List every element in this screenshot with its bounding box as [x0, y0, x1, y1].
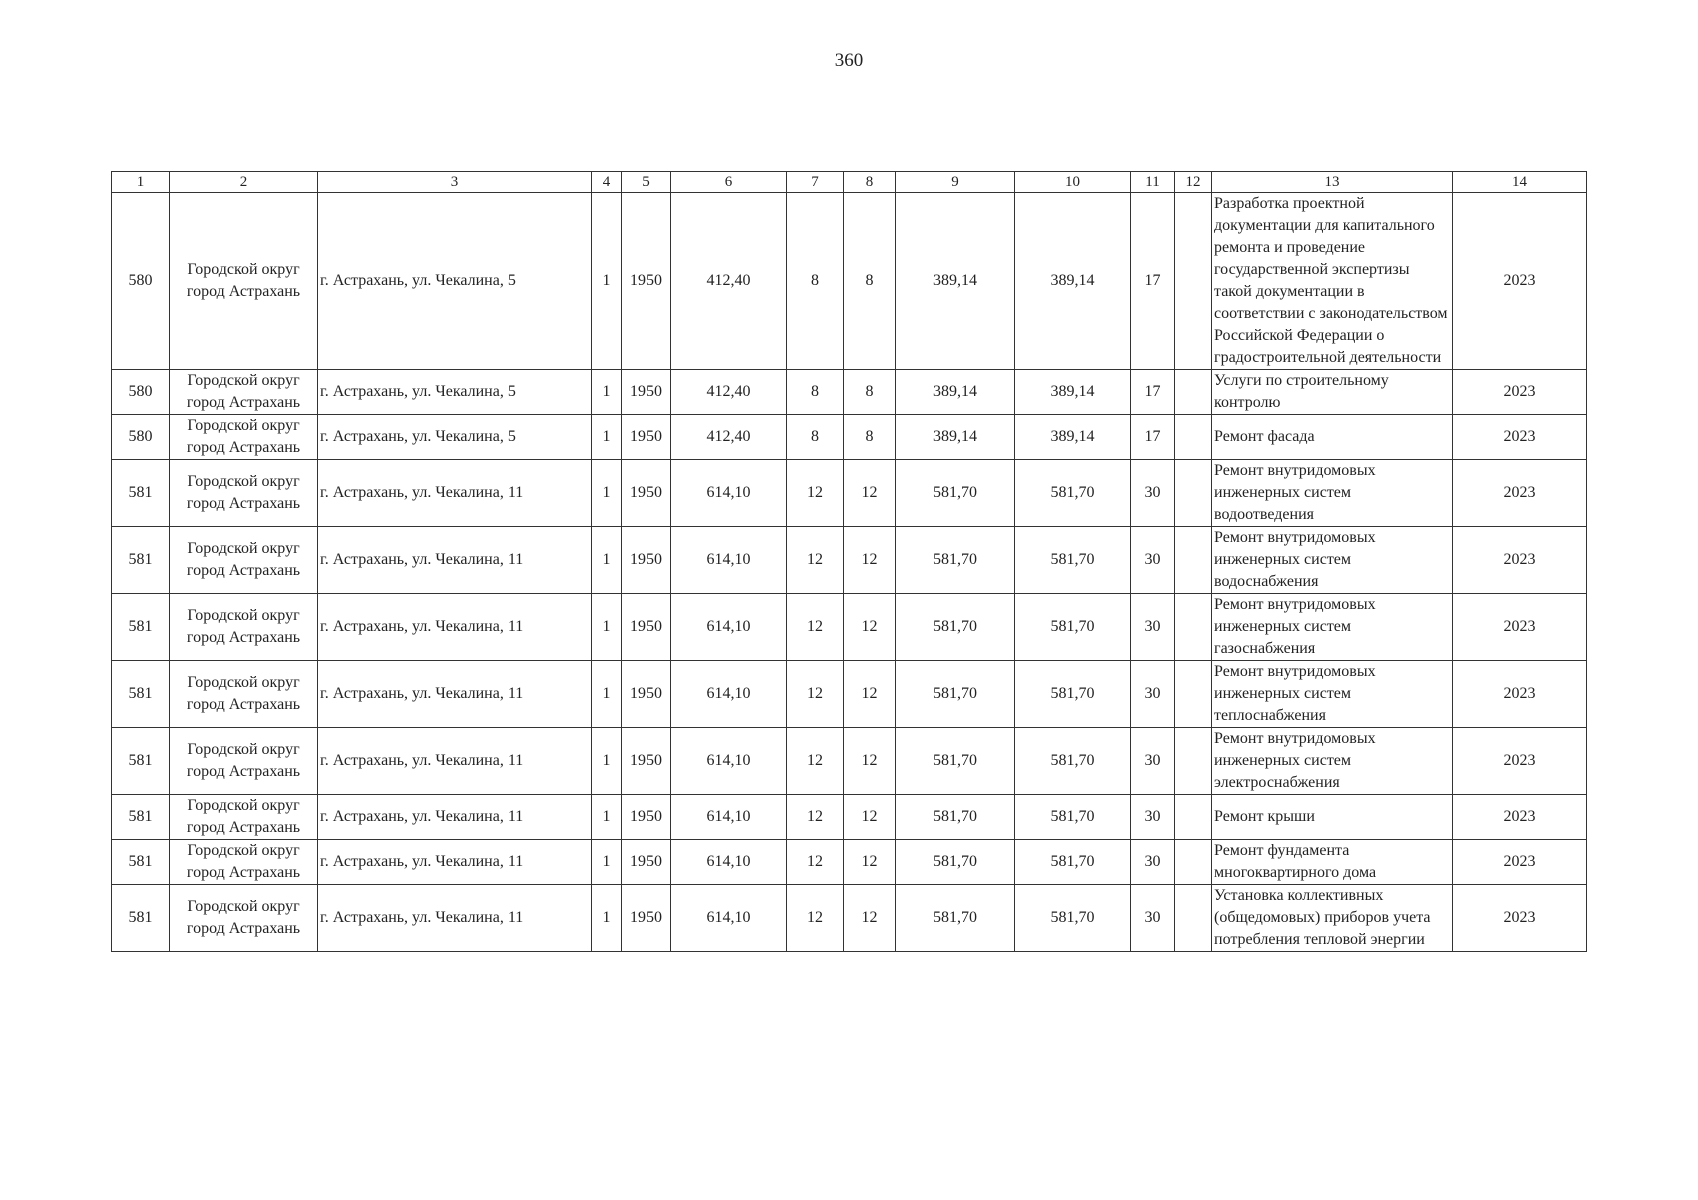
address-cell: г. Астрахань, ул. Чекалина, 5 [318, 193, 592, 370]
column-12-cell [1175, 370, 1212, 415]
column-number: 3 [318, 172, 592, 193]
total-area-cell: 412,40 [671, 415, 787, 460]
total-area-cell: 412,40 [671, 370, 787, 415]
total-area-cell: 614,10 [671, 661, 787, 728]
table-row [112, 193, 1587, 370]
row-number-cell: 581 [112, 661, 170, 728]
living-area-cell: 581,70 [896, 661, 1015, 728]
year-built-cell: 1950 [622, 840, 671, 885]
municipality-cell: Городской округ город Астрахань [170, 661, 318, 728]
living-area-cell: 581,70 [896, 795, 1015, 840]
work-type-cell: Ремонт внутридомовых инженерных систем газоснабжения [1212, 594, 1453, 661]
living-area-cell: 581,70 [896, 728, 1015, 795]
work-type-cell: Ремонт крыши [1212, 795, 1453, 840]
column-12-cell [1175, 460, 1212, 527]
column-12-cell [1175, 795, 1212, 840]
row-number-cell: 581 [112, 460, 170, 527]
column-4-cell: 1 [592, 728, 622, 795]
column-8-cell: 8 [844, 415, 896, 460]
page-number: 360 [834, 50, 864, 71]
total-area-cell: 614,10 [671, 728, 787, 795]
residents-cell: 30 [1131, 728, 1175, 795]
column-8-cell: 12 [844, 527, 896, 594]
column-4-cell: 1 [592, 594, 622, 661]
column-8-cell: 12 [844, 795, 896, 840]
residents-cell: 30 [1131, 795, 1175, 840]
total-area-cell: 412,40 [671, 193, 787, 370]
column-7-cell: 12 [787, 661, 844, 728]
living-area-2-cell: 389,14 [1015, 370, 1131, 415]
row-number-cell: 581 [112, 527, 170, 594]
year-built-cell: 1950 [622, 415, 671, 460]
work-type-cell: Ремонт внутридомовых инженерных систем водоснабжения [1212, 527, 1453, 594]
table-row [112, 795, 1587, 840]
address-cell: г. Астрахань, ул. Чекалина, 11 [318, 527, 592, 594]
column-number-row [112, 172, 1587, 193]
column-number: 1 [112, 172, 170, 193]
year-built-cell: 1950 [622, 460, 671, 527]
column-4-cell: 1 [592, 415, 622, 460]
living-area-cell: 581,70 [896, 460, 1015, 527]
column-12-cell [1175, 661, 1212, 728]
column-number: 5 [622, 172, 671, 193]
column-7-cell: 12 [787, 460, 844, 527]
work-type-cell: Ремонт внутридомовых инженерных систем водоотведения [1212, 460, 1453, 527]
column-7-cell: 12 [787, 885, 844, 952]
living-area-cell: 581,70 [896, 840, 1015, 885]
plan-year-cell: 2023 [1453, 527, 1587, 594]
column-12-cell [1175, 840, 1212, 885]
table-row [112, 594, 1587, 661]
column-12-cell [1175, 527, 1212, 594]
column-number: 12 [1175, 172, 1212, 193]
year-built-cell: 1950 [622, 661, 671, 728]
column-8-cell: 12 [844, 661, 896, 728]
residents-cell: 17 [1131, 193, 1175, 370]
row-number-cell: 581 [112, 594, 170, 661]
table-row [112, 840, 1587, 885]
column-7-cell: 12 [787, 527, 844, 594]
living-area-2-cell: 581,70 [1015, 840, 1131, 885]
year-built-cell: 1950 [622, 728, 671, 795]
living-area-cell: 581,70 [896, 885, 1015, 952]
municipality-cell: Городской округ город Астрахань [170, 460, 318, 527]
column-4-cell: 1 [592, 885, 622, 952]
table-body [112, 193, 1587, 952]
column-4-cell: 1 [592, 661, 622, 728]
table-row [112, 885, 1587, 952]
work-type-cell: Ремонт фундамента многоквартирного дома [1212, 840, 1453, 885]
column-7-cell: 12 [787, 728, 844, 795]
year-built-cell: 1950 [622, 594, 671, 661]
living-area-2-cell: 581,70 [1015, 728, 1131, 795]
column-number: 14 [1453, 172, 1587, 193]
municipality-cell: Городской округ город Астрахань [170, 415, 318, 460]
row-number-cell: 580 [112, 193, 170, 370]
column-number: 10 [1015, 172, 1131, 193]
table-row [112, 661, 1587, 728]
column-8-cell: 12 [844, 885, 896, 952]
work-type-cell: Разработка проектной документации для капитального ремонта и проведение государственной экспертизы такой документации в соответствии с законодательством Российской Федерации о градостроительной деятельности [1212, 193, 1453, 370]
column-12-cell [1175, 728, 1212, 795]
plan-year-cell: 2023 [1453, 728, 1587, 795]
work-type-cell: Услуги по строительному контролю [1212, 370, 1453, 415]
municipality-cell: Городской округ город Астрахань [170, 728, 318, 795]
column-4-cell: 1 [592, 795, 622, 840]
living-area-2-cell: 581,70 [1015, 795, 1131, 840]
plan-year-cell: 2023 [1453, 193, 1587, 370]
column-8-cell: 12 [844, 728, 896, 795]
total-area-cell: 614,10 [671, 594, 787, 661]
living-area-cell: 581,70 [896, 527, 1015, 594]
column-12-cell [1175, 594, 1212, 661]
plan-year-cell: 2023 [1453, 594, 1587, 661]
column-8-cell: 8 [844, 370, 896, 415]
column-4-cell: 1 [592, 370, 622, 415]
living-area-2-cell: 581,70 [1015, 527, 1131, 594]
column-12-cell [1175, 885, 1212, 952]
municipality-cell: Городской округ город Астрахань [170, 193, 318, 370]
living-area-cell: 581,70 [896, 594, 1015, 661]
residents-cell: 30 [1131, 460, 1175, 527]
row-number-cell: 581 [112, 728, 170, 795]
column-4-cell: 1 [592, 193, 622, 370]
municipality-cell: Городской округ город Астрахань [170, 840, 318, 885]
column-number: 11 [1131, 172, 1175, 193]
column-number: 13 [1212, 172, 1453, 193]
table-row [112, 415, 1587, 460]
column-number: 4 [592, 172, 622, 193]
column-number: 8 [844, 172, 896, 193]
address-cell: г. Астрахань, ул. Чекалина, 11 [318, 885, 592, 952]
plan-year-cell: 2023 [1453, 795, 1587, 840]
residents-cell: 30 [1131, 840, 1175, 885]
column-7-cell: 12 [787, 594, 844, 661]
plan-year-cell: 2023 [1453, 370, 1587, 415]
residents-cell: 30 [1131, 885, 1175, 952]
year-built-cell: 1950 [622, 885, 671, 952]
plan-year-cell: 2023 [1453, 415, 1587, 460]
work-type-cell: Установка коллективных (общедомовых) приборов учета потребления тепловой энергии [1212, 885, 1453, 952]
work-type-cell: Ремонт внутридомовых инженерных систем электроснабжения [1212, 728, 1453, 795]
living-area-cell: 389,14 [896, 370, 1015, 415]
column-4-cell: 1 [592, 840, 622, 885]
column-number: 2 [170, 172, 318, 193]
work-type-cell: Ремонт фасада [1212, 415, 1453, 460]
column-7-cell: 12 [787, 795, 844, 840]
row-number-cell: 581 [112, 795, 170, 840]
municipality-cell: Городской округ город Астрахань [170, 370, 318, 415]
living-area-cell: 389,14 [896, 415, 1015, 460]
column-number: 6 [671, 172, 787, 193]
plan-year-cell: 2023 [1453, 661, 1587, 728]
plan-year-cell: 2023 [1453, 885, 1587, 952]
living-area-2-cell: 389,14 [1015, 193, 1131, 370]
municipality-cell: Городской округ город Астрахань [170, 885, 318, 952]
residents-cell: 17 [1131, 370, 1175, 415]
year-built-cell: 1950 [622, 193, 671, 370]
living-area-2-cell: 581,70 [1015, 594, 1131, 661]
repair-program-table [111, 171, 1587, 952]
column-8-cell: 12 [844, 840, 896, 885]
total-area-cell: 614,10 [671, 840, 787, 885]
address-cell: г. Астрахань, ул. Чекалина, 11 [318, 661, 592, 728]
column-7-cell: 8 [787, 370, 844, 415]
municipality-cell: Городской округ город Астрахань [170, 795, 318, 840]
column-number: 7 [787, 172, 844, 193]
row-number-cell: 580 [112, 415, 170, 460]
row-number-cell: 580 [112, 370, 170, 415]
column-number: 9 [896, 172, 1015, 193]
address-cell: г. Астрахань, ул. Чекалина, 5 [318, 370, 592, 415]
plan-year-cell: 2023 [1453, 840, 1587, 885]
column-7-cell: 8 [787, 193, 844, 370]
address-cell: г. Астрахань, ул. Чекалина, 11 [318, 728, 592, 795]
address-cell: г. Астрахань, ул. Чекалина, 11 [318, 460, 592, 527]
municipality-cell: Городской округ город Астрахань [170, 527, 318, 594]
municipality-cell: Городской округ город Астрахань [170, 594, 318, 661]
year-built-cell: 1950 [622, 795, 671, 840]
column-12-cell [1175, 193, 1212, 370]
residents-cell: 30 [1131, 661, 1175, 728]
total-area-cell: 614,10 [671, 460, 787, 527]
living-area-2-cell: 581,70 [1015, 885, 1131, 952]
total-area-cell: 614,10 [671, 885, 787, 952]
plan-year-cell: 2023 [1453, 460, 1587, 527]
living-area-2-cell: 581,70 [1015, 460, 1131, 527]
column-12-cell [1175, 415, 1212, 460]
residents-cell: 30 [1131, 594, 1175, 661]
table-row [112, 370, 1587, 415]
column-4-cell: 1 [592, 527, 622, 594]
living-area-2-cell: 581,70 [1015, 661, 1131, 728]
column-4-cell: 1 [592, 460, 622, 527]
year-built-cell: 1950 [622, 370, 671, 415]
year-built-cell: 1950 [622, 527, 671, 594]
column-7-cell: 8 [787, 415, 844, 460]
work-type-cell: Ремонт внутридомовых инженерных систем теплоснабжения [1212, 661, 1453, 728]
address-cell: г. Астрахань, ул. Чекалина, 5 [318, 415, 592, 460]
table-header [112, 172, 1587, 193]
residents-cell: 30 [1131, 527, 1175, 594]
total-area-cell: 614,10 [671, 795, 787, 840]
address-cell: г. Астрахань, ул. Чекалина, 11 [318, 840, 592, 885]
table-row [112, 728, 1587, 795]
column-8-cell: 12 [844, 594, 896, 661]
table-row [112, 460, 1587, 527]
residents-cell: 17 [1131, 415, 1175, 460]
address-cell: г. Астрахань, ул. Чекалина, 11 [318, 594, 592, 661]
row-number-cell: 581 [112, 885, 170, 952]
total-area-cell: 614,10 [671, 527, 787, 594]
column-8-cell: 8 [844, 193, 896, 370]
row-number-cell: 581 [112, 840, 170, 885]
column-8-cell: 12 [844, 460, 896, 527]
living-area-2-cell: 389,14 [1015, 415, 1131, 460]
table-row [112, 527, 1587, 594]
living-area-cell: 389,14 [896, 193, 1015, 370]
address-cell: г. Астрахань, ул. Чекалина, 11 [318, 795, 592, 840]
column-7-cell: 12 [787, 840, 844, 885]
